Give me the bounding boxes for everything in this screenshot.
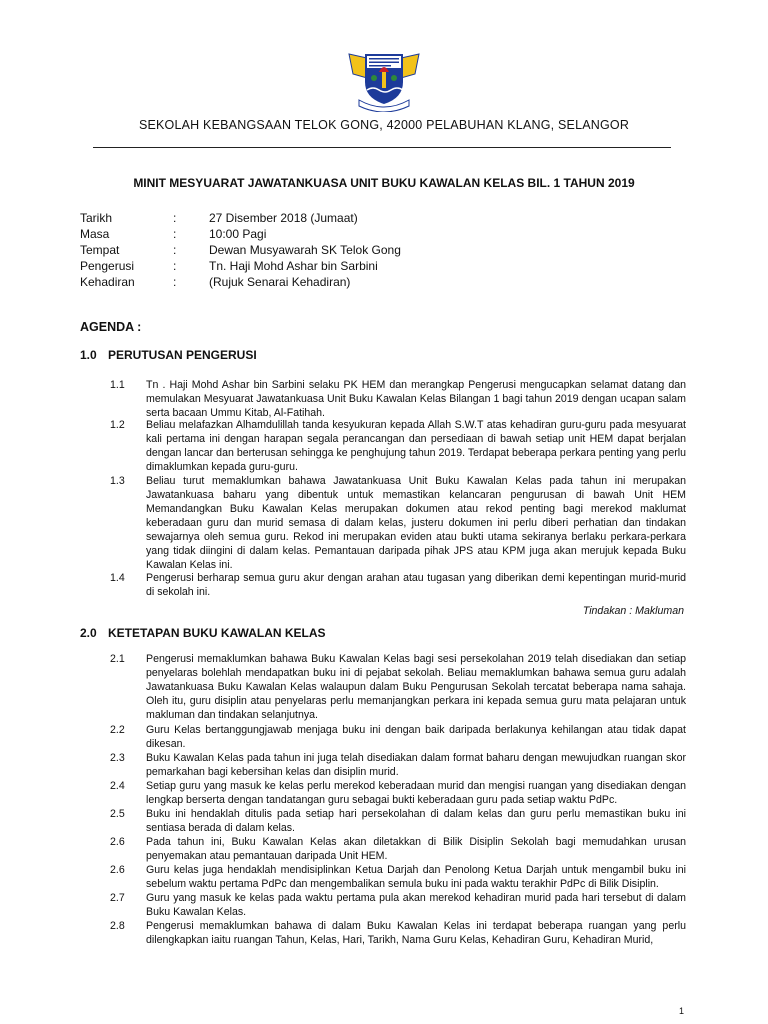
item-text: Guru kelas juga hendaklah mendisiplinkan Ketua Darjah dan Penolong Ketua Darjah untuk mengambil buku ini sebelum waktu pertama PdPc dan mengembalikan semula buku ini pada waktu terakhir PdPc di Bilik Disiplin. <box>146 864 686 890</box>
item-text: Beliau turut memaklumkan bahawa Jawatankuasa Unit Buku Kawalan Kelas pada tahun ini merupakan Jawatankuasa baharu yang dibentuk untuk memastikan kelancaran pengurusan di bawah Unit HEM Memandangkan Buku Kawalan Kelas merupakan dokumen atau rekod penting bagi merekod maklumat keberadaan guru dan murid semasa di dalam kelas, justeru dokumen ini perlu diberi perhatian dan tindakan sewajarnya oleh semua guru. Rekod ini merupakan eviden atau bukti utama sekiranya berlaku perkara-perkara yang tidak diingini di dalam kelas. Pemantauan daripada pihak JPS atau KPM juga akan merujuk kepada Buku Kawalan Kelas ini. <box>146 475 686 571</box>
list-item <box>110 919 686 947</box>
list-item <box>110 891 686 919</box>
school-crest-icon <box>345 48 423 112</box>
item-number: 2.3 <box>110 752 125 764</box>
info-row-date <box>80 210 401 226</box>
document-title: MINIT MESYUARAT JAWATANKUASA UNIT BUKU KAWALAN KELAS BIL. 1 TAHUN 2019 <box>133 176 635 190</box>
section-title: PERUTUSAN PENGERUSI <box>108 348 257 362</box>
list-item <box>110 723 686 751</box>
info-row-attendance <box>80 274 401 290</box>
section-heading-1 <box>80 348 257 362</box>
header-divider <box>93 147 671 148</box>
list-item <box>110 779 686 807</box>
info-label: Pengerusi <box>80 259 135 273</box>
item-number: 2.6 <box>110 864 125 876</box>
item-text: Buku ini hendaklah ditulis pada setiap hari persekolahan di dalam kelas dan guru perlu memastikan buku ini sentiasa berada di dalam kelas. <box>146 808 686 834</box>
section-title: KETETAPAN BUKU KAWALAN KELAS <box>108 626 326 640</box>
info-label: Tarikh <box>80 211 113 225</box>
action-note: Tindakan : Makluman <box>582 605 684 617</box>
item-number: 1.2 <box>110 419 125 431</box>
list-item <box>110 807 686 835</box>
item-text: Pada tahun ini, Buku Kawalan Kelas akan diletakkan di Bilik Disiplin Sekolah bagi memudahkan urusan penyemakan atau pemantauan daripada Unit HEM. <box>146 836 686 862</box>
info-colon: : <box>173 259 177 273</box>
list-item <box>110 571 686 599</box>
item-text: Buku Kawalan Kelas pada tahun ini juga telah disediakan dalam format baharu dengan mewujudkan ruangan skor pemarkahan bagi kebersihan kelas dan disiplin murid. <box>146 752 686 778</box>
info-value: Dewan Musyawarah SK Telok Gong <box>209 243 401 257</box>
list-item <box>110 418 686 474</box>
info-row-time <box>80 226 401 242</box>
info-row-venue <box>80 242 401 258</box>
item-number: 2.4 <box>110 780 125 792</box>
item-text: Beliau melafazkan Alhamdulillah tanda kesyukuran kepada Allah S.W.T atas kehadiran guru-guru pada mesyuarat kali pertama ini dengan harapan segala perancangan dan persediaan di bawah setiap unit HEM dapat berjalan dengan lancar dan berterusan sehingga ke penghujung tahun 2019. Terdapat beberapa perkara penting yang perlu dimaklumkan kepada guru-guru. <box>146 419 686 473</box>
info-label: Kehadiran <box>80 275 135 289</box>
item-number: 1.3 <box>110 475 125 487</box>
list-item <box>110 378 686 420</box>
item-text: Pengerusi memaklumkan bahawa di dalam Buku Kawalan Kelas ini terdapat beberapa ruangan yang perlu dilengkapkan iaitu ruangan Tahun, Kelas, Hari, Tarikh, Nama Guru Kelas, Kehadiran Guru, Kehadiran Murid, <box>146 920 686 946</box>
info-value: 27 Disember 2018 (Jumaat) <box>209 211 358 225</box>
item-text: Setiap guru yang masuk ke kelas perlu merekod keberadaan murid dan mengisi ruangan yang disediakan dengan lengkap berserta dengan tandatangan guru sebagai bukti keberadaan guru pada setiap waktu PdPc. <box>146 780 686 806</box>
item-text: Guru Kelas bertanggungjawab menjaga buku ini dengan baik daripada berlakunya kehilangan atau tidak dapat dikesan. <box>146 724 686 750</box>
item-number: 2.2 <box>110 724 125 736</box>
section-heading-2 <box>80 626 326 640</box>
list-item <box>110 652 686 722</box>
item-number: 2.7 <box>110 892 125 904</box>
info-label: Tempat <box>80 243 120 257</box>
item-number: 2.6 <box>110 836 125 848</box>
item-number: 1.4 <box>110 572 125 584</box>
info-label: Masa <box>80 227 110 241</box>
info-colon: : <box>173 227 177 241</box>
info-colon: : <box>173 275 177 289</box>
item-text: Tn . Haji Mohd Ashar bin Sarbini selaku PK HEM dan merangkap Pengerusi mengucapkan selamat datang dan memulakan Mesyuarat Jawatankuasa Unit Buku Kawalan Kelas Bilangan 1 bagi tahun 2019 dengan ucapan salam serta bacaan Ummu Kitab, Al-Fatihah. <box>146 379 686 419</box>
item-text: Pengerusi memaklumkan bahawa Buku Kawalan Kelas bagi sesi persekolahan 2019 telah disediakan dan setiap penyelaras bolehlah mendapatkan buku ini di pejabat sekolah. Beliau memaklumkan bahawa semua guru adalah Jawatankuasa Buku Kawalan Kelas walaupun dalam Buku Pengurusan Sekolah tercatat beberapa nama sahaja. Oleh itu, guru disiplin atau penyelaras perlu memanjangkan perkara ini kepada semua guru mata pelajaran untuk makluman dan tindakan selanjutnya. <box>146 653 686 721</box>
item-text: Pengerusi berharap semua guru akur dengan arahan atau tugasan yang diberikan demi kepentingan murid-murid di sekolah ini. <box>146 572 686 598</box>
section-number: 2.0 <box>80 626 97 640</box>
page-number: 1 <box>678 1006 684 1016</box>
agenda-heading: AGENDA : <box>80 320 142 334</box>
info-value: Tn. Haji Mohd Ashar bin Sarbini <box>209 259 378 273</box>
school-name: SEKOLAH KEBANGSAAN TELOK GONG, 42000 PELABUHAN KLANG, SELANGOR <box>138 118 630 132</box>
meeting-info <box>80 210 401 290</box>
info-value: 10:00 Pagi <box>209 227 267 241</box>
item-number: 2.8 <box>110 920 125 932</box>
item-number: 1.1 <box>110 379 125 391</box>
info-row-chair <box>80 258 401 274</box>
info-value: (Rujuk Senarai Kehadiran) <box>209 275 351 289</box>
section-number: 1.0 <box>80 348 97 362</box>
info-colon: : <box>173 243 177 257</box>
item-text: Guru yang masuk ke kelas pada waktu pertama pula akan merekod kehadiran murid pada hari tersebut di dalam Buku Kawalan Kelas. <box>146 892 686 918</box>
item-number: 2.5 <box>110 808 125 820</box>
item-number: 2.1 <box>110 653 125 665</box>
info-colon: : <box>173 211 177 225</box>
list-item <box>110 474 686 572</box>
list-item <box>110 751 686 779</box>
list-item <box>110 835 686 863</box>
list-item <box>110 863 686 891</box>
